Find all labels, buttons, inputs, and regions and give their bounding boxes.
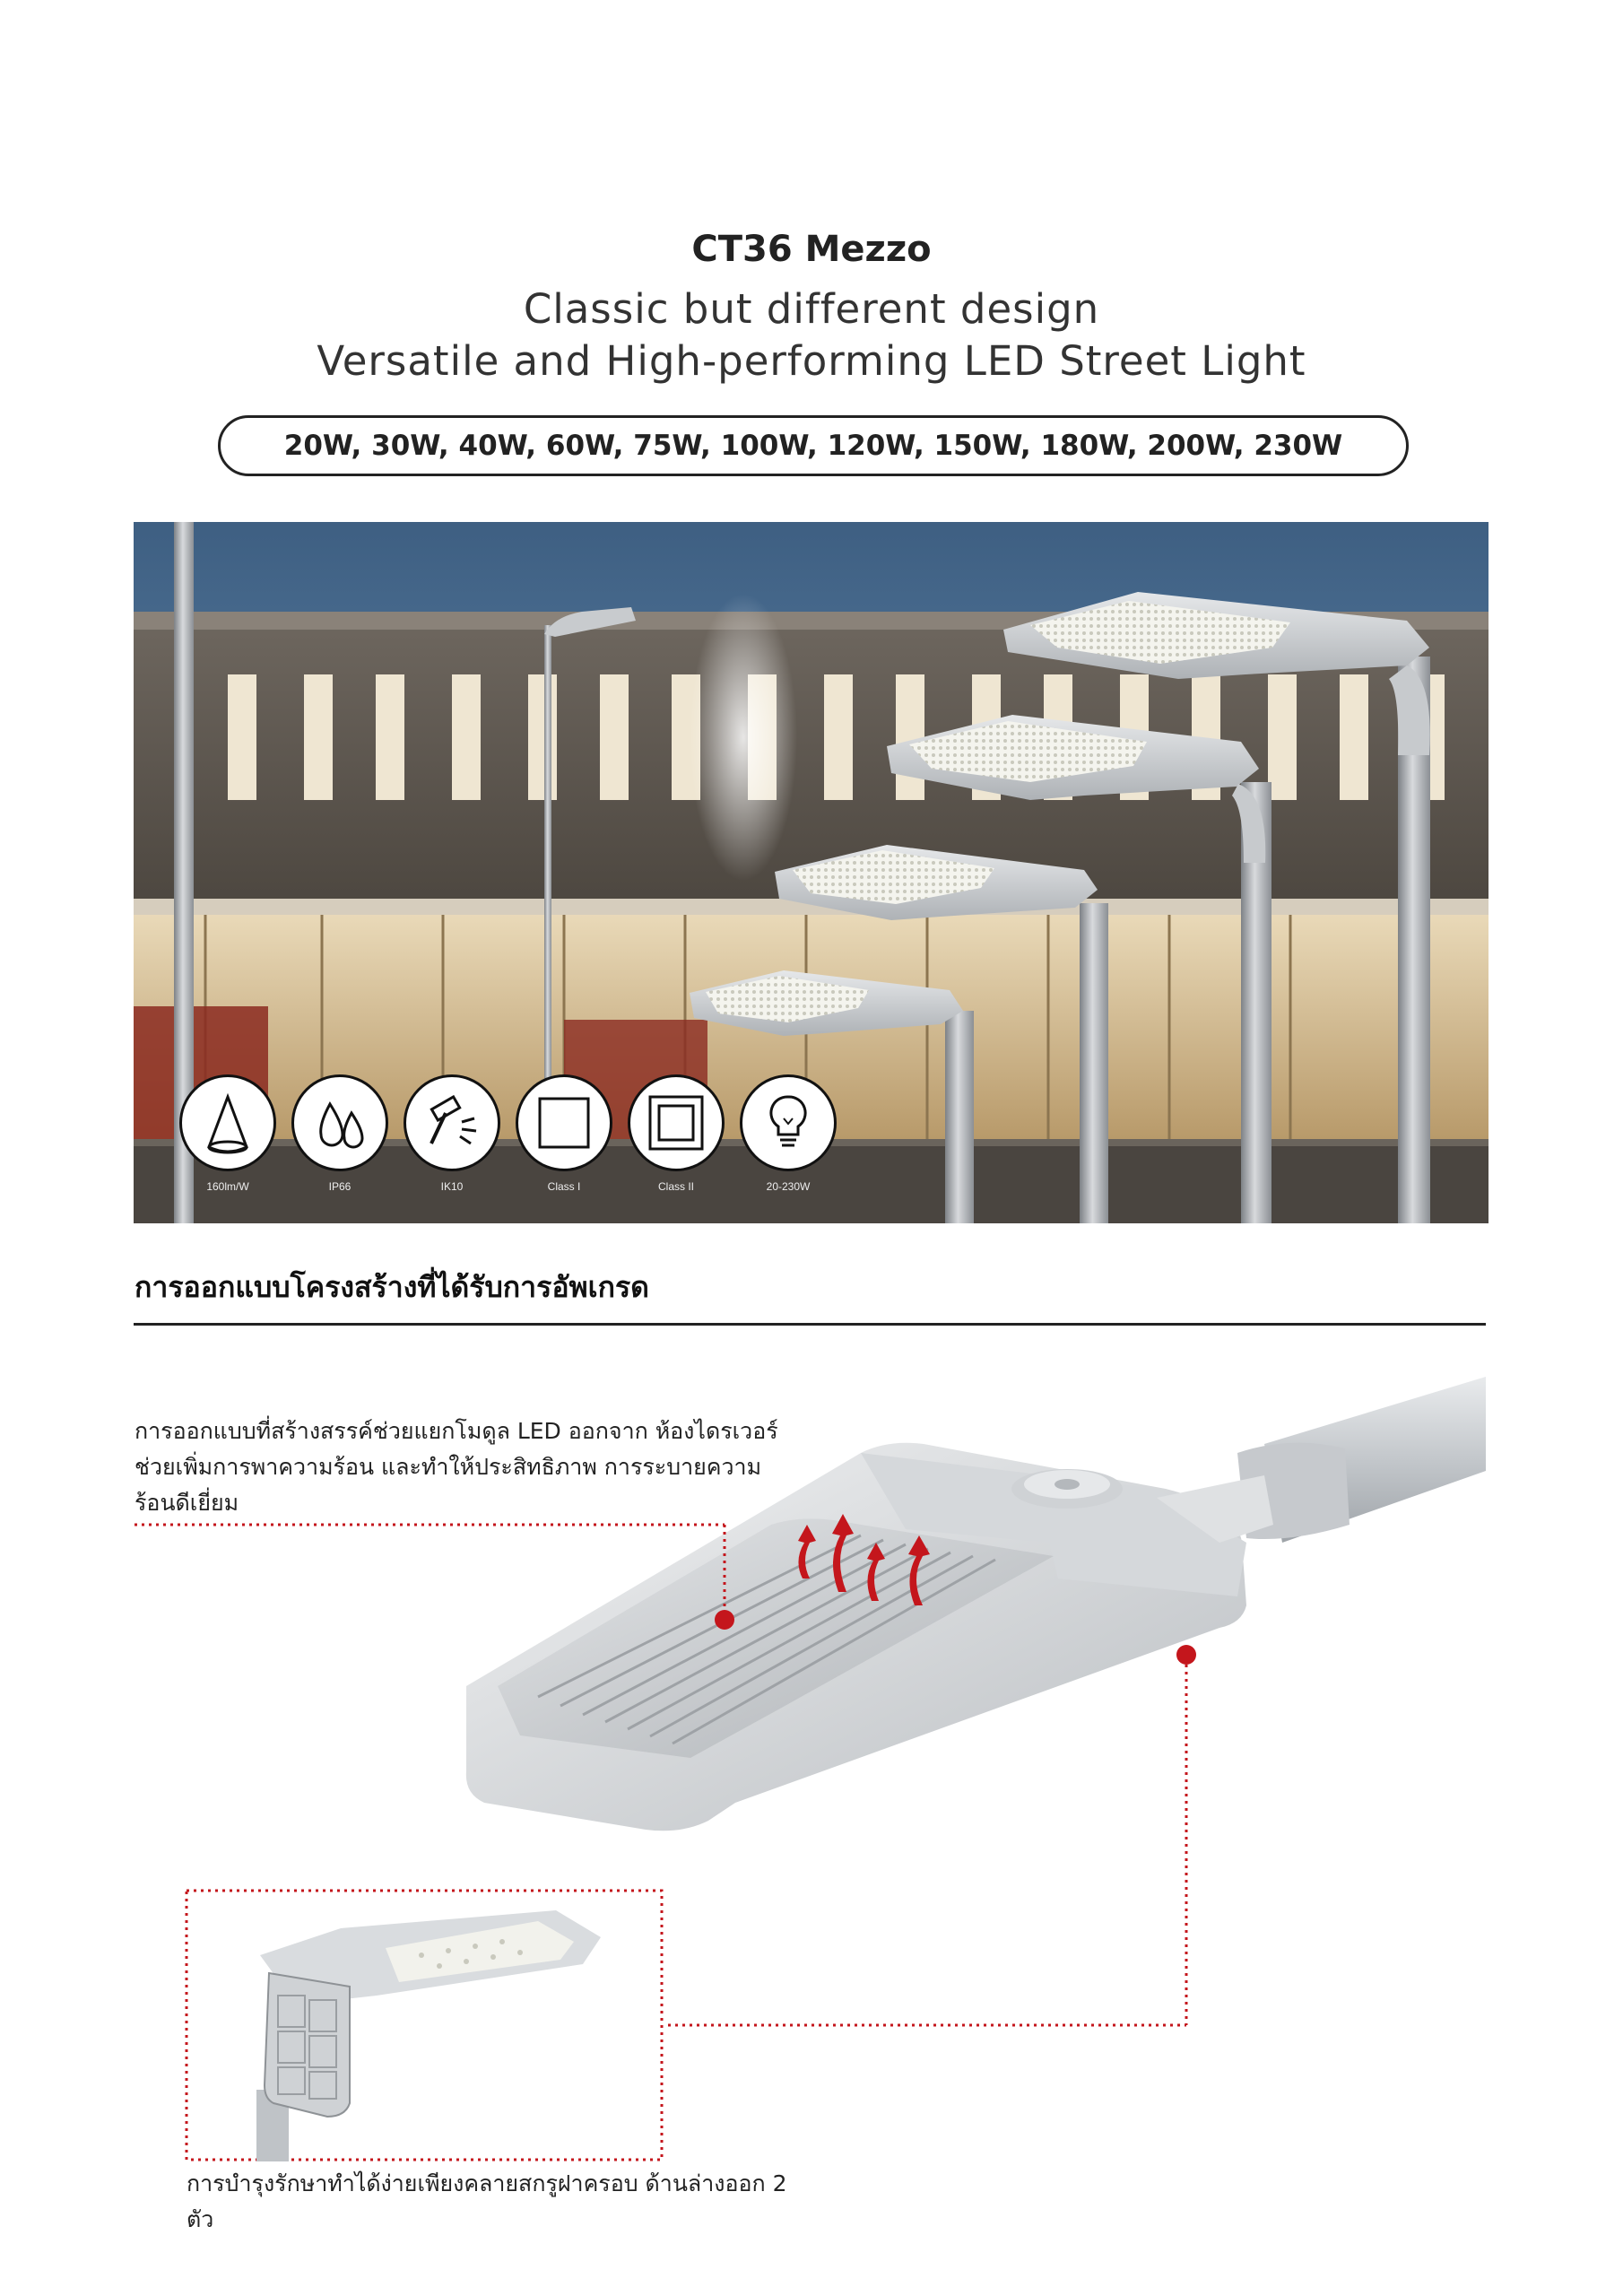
class-ii-double-square-icon [628,1074,725,1171]
section-heading: การออกแบบโครงสร้างที่ได้รับการอัพเกรด [135,1270,649,1304]
wattage-options-badge [218,415,1409,476]
feature-icon-row [179,1074,852,1200]
feature-label: Class I [547,1180,581,1193]
cone-light-icon [179,1074,276,1171]
feature-class-i [516,1074,612,1193]
water-drops-icon [291,1074,388,1171]
wattage-list: 20W, 30W, 40W, 60W, 75W, 100W, 120W, 150W, 180W, 200W, 230W [283,430,1343,462]
light-bulb-icon [740,1074,837,1171]
maintenance-callout: การบำรุงรักษาทำได้ง่ายเพียงคลายสกรูฝาครอบ ด้านล่างออก 2 ตัว [187,2170,787,2232]
class-i-square-icon [516,1074,612,1171]
feature-label: 160lm/W [206,1180,249,1193]
product-subtitle-1: Classic but different design [523,285,1100,333]
feature-efficacy [179,1074,276,1193]
heat-dissipation-callout: การออกแบบที่สร้างสรรค์ช่วยแยกโมดูล LED ออกจาก ห้องไดรเวอร์ ช่วยเพิ่มการพาความร้อน และทำให้ประสิทธิภาพ การระบายความร้อนดีเยี่ยม [135,1418,778,1516]
product-subtitle-2: Versatile and High-performing LED Street Light [317,337,1306,385]
section-divider [134,1323,1486,1326]
feature-impact [404,1074,500,1193]
product-title: CT36 Mezzo [691,229,932,270]
feature-label: IK10 [440,1180,464,1193]
feature-label: 20-230W [766,1180,811,1193]
feature-label: Class II [657,1180,694,1193]
feature-class-ii [628,1074,725,1193]
feature-ip-rating [291,1074,388,1193]
feature-label: IP66 [328,1180,352,1193]
feature-power-range [740,1074,837,1193]
hammer-impact-icon [404,1074,500,1171]
